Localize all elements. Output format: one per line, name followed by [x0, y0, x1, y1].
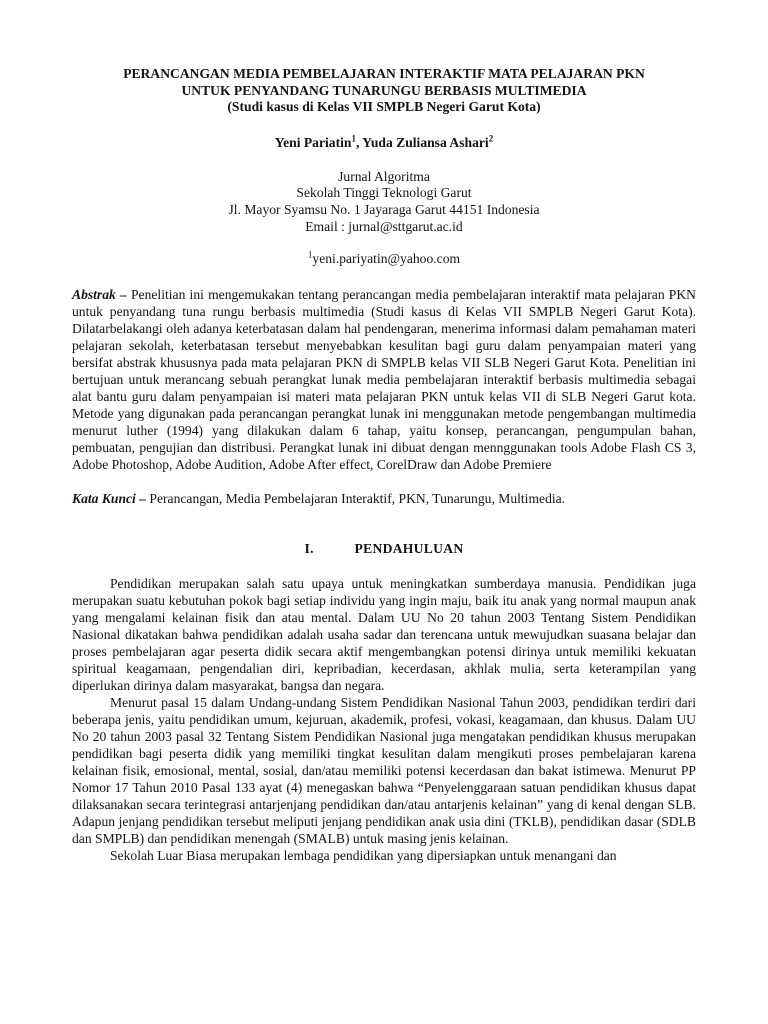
keywords-label: Kata Kunci – — [72, 491, 147, 507]
abstract — [72, 286, 696, 473]
section-title: PENDAHULUAN — [354, 541, 464, 557]
affiliation-journal: Jurnal Algoritma — [338, 168, 430, 184]
title-line-3: (Studi kasus di Kelas VII SMPLB Negeri Garut Kota) — [227, 99, 541, 114]
body-paragraph-1: Pendidikan merupakan salah satu upaya untuk meningkatkan sumberdaya manusia. Pendidikan juga merupakan suatu kebutuhan pokok bagi setiap individu yang ingin maju, baik itu anak yang normal maupun anak yang mengalami kelainan fisik dan atau mental. Dalam UU No 20 tahun 2003 Tentang Sistem Pendidikan Nasional dikatakan bahwa pendidikan adalah usaha sadar dan terencana untuk mewujudkan suasana belajar dan proses pembelajaran agar peserta didik secara aktif mengembangkan potensi dirinya untuk memiliki kekuatan spiritual keagamaan, pengendalian diri, kepribadian, kecerdasan, akhlak mulia, serta keterampilan yang diperlukan dirinya dalam masyarakat, bangsa dan negara. — [72, 576, 696, 694]
title-line-1: PERANCANGAN MEDIA PEMBELAJARAN INTERAKTIF MATA PELAJARAN PKN — [123, 66, 645, 81]
keywords-text: Perancangan, Media Pembelajaran Interaktif, PKN, Tunarungu, Multimedia. — [146, 491, 566, 507]
email-text: yeni.pariyatin@yahoo.com — [312, 250, 461, 266]
body-paragraph-2: Menurut pasal 15 dalam Undang-undang Sistem Pendidikan Nasional Tahun 2003, pendidikan terdiri dari beberapa jenis, yaitu pendidikan umum, kejuruan, akademik, profesi, vokasi, keagamaan, dan khusus. Dalam UU No 20 tahun 2003 pasal 32 Tentang Sistem Pendidikan Nasional juga mengatakan pendidikan khusus merupakan pendidikan bagi peserta didik yang memiliki tingkat kesulitan dalam mengikuti proses pembelajaran karena kelainan fisik, emosional, mental, sosial, dan/atau memiliki potensi kecerdasan dan bakat istimewa. Menurut PP Nomor 17 Tahun 2010 Pasal 133 ayat (4) menegaskan bahwa “Penyelenggaraan satuan pendidikan khusus dapat dilaksanakan secara terintegrasi antarjenjang pendidikan dan/atau antarjenis kelainan” yang di kenal dengan SLB. Adapun jenjang pendidikan tersebut meliputi jenjang pendidikan anak usia dini (TKLB), pendidikan dasar (SDLB dan SMPLB) dan pendidikan menengah (SMALB) untuk masing jenis kelainan. — [72, 695, 696, 847]
affiliation-school: Sekolah Tinggi Teknologi Garut — [296, 185, 472, 201]
author-2: Yuda Zuliansa Ashari — [362, 134, 489, 150]
section-heading — [72, 541, 696, 557]
section-number: I. — [304, 541, 314, 557]
author-1: Yeni Pariatin — [274, 134, 352, 150]
abstract-label: Abstrak – — [72, 287, 127, 303]
author-1-sup: 1 — [351, 132, 356, 143]
title-line-2: UNTUK PENYANDANG TUNARUNGU BERBASIS MULTIMEDIA — [181, 82, 587, 98]
affiliation-address: Jl. Mayor Syamsu No. 1 Jayaraga Garut 44151 Indonesia — [228, 202, 540, 218]
email-sup: 1 — [307, 249, 313, 260]
abstract-text: Penelitian ini mengemukakan tentang perancangan media pembelajaran interaktif mata pelajaran PKN untuk penyandang tuna rungu berbasis multimedia (Studi kasus di Kelas VII SMPLB Negeri Garut Kota). Dilatarbelakangi oleh adanya keterbatasan dalam hal pendengaran, menerima informasi dalam pemahaman materi pelajaran sekolah, keterbatasan tersebut menyebabkan kesulitan bagi guru dalam penyampaian materi yang bersifat abstrak khususnya pada mata pelajaran PKN di SMPLB kelas VII SLB Negeri Garut Kota. Penelitian ini bertujuan untuk merancang sebuah perangkat lunak media pembelajaran interaktif berbasis multimedia sebagai alat bantu guru dalam penyampaian isi materi mata pelajaran PKN untuk kelas VII di SLB Negeri Garut kota. Metode yang digunakan pada perancangan perangkat lunak ini menggunakan metode pengembangan multimedia menurut luther (1994) yang dilakukan dalam 6 tahap, yaitu konsep, perancangan, pengumpulan bahan, pembuatan, pengujian dan distribusi. Perangkat lunak ini dibuat dengan mennggunakan tools Adobe Flash CS 3, Adobe Photoshop, Adobe Audition, Adobe After effect, CorelDraw dan Adobe Premiere — [72, 287, 696, 473]
affiliation-email: Email : jurnal@sttgarut.ac.id — [305, 218, 463, 234]
paper-page — [72, 66, 696, 864]
keywords — [72, 490, 696, 507]
author-email — [72, 251, 696, 268]
paper-title — [72, 66, 696, 116]
authors — [72, 134, 696, 152]
author-separator: , — [355, 134, 363, 150]
author-2-sup: 2 — [488, 132, 494, 143]
body-paragraph-3: Sekolah Luar Biasa merupakan lembaga pendidikan yang dipersiapkan untuk menangani dan — [110, 848, 617, 864]
affiliation — [72, 169, 696, 236]
